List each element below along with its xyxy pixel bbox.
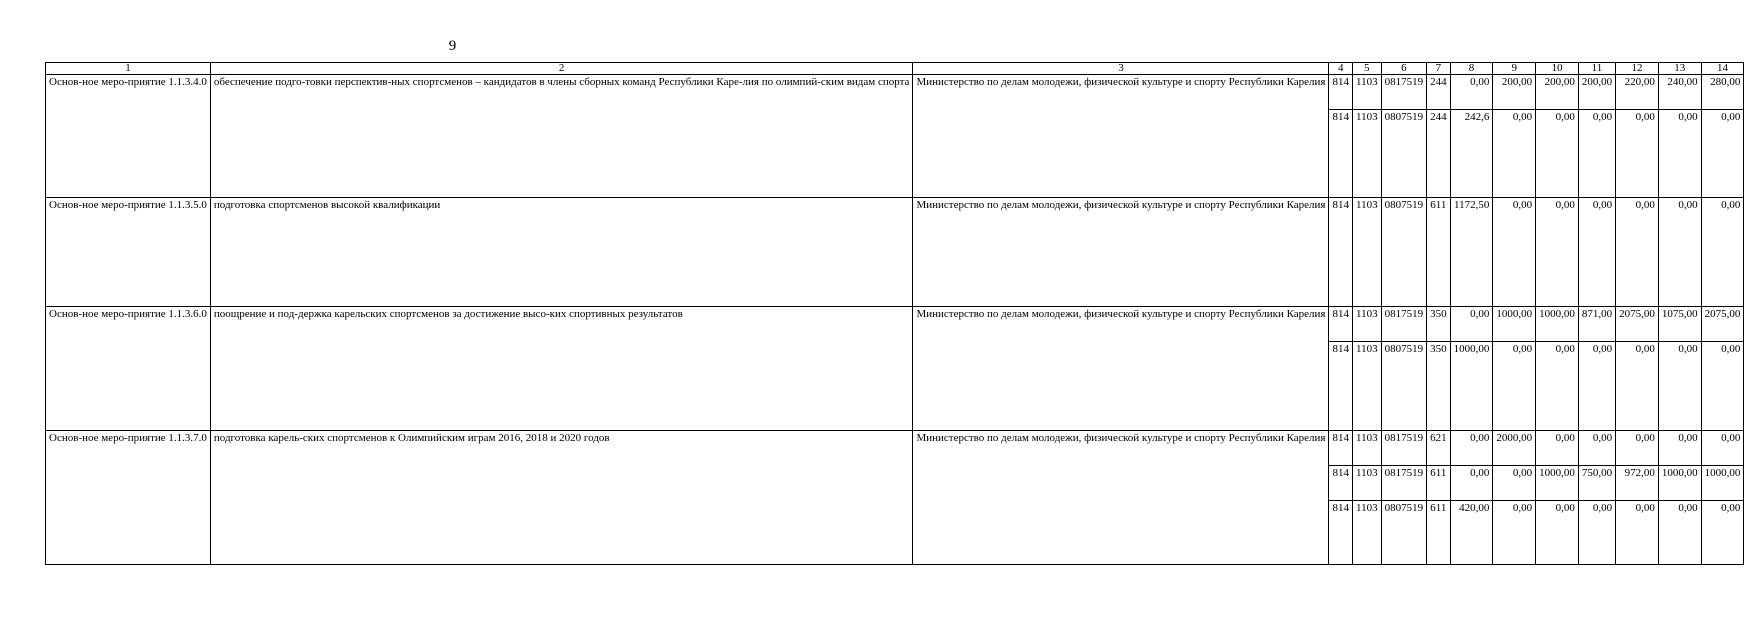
table-cell: 0807519 (1381, 501, 1427, 565)
table-cell: 0817519 (1381, 466, 1427, 501)
activity-row (46, 431, 1744, 466)
table-cell: 0,00 (1616, 342, 1659, 431)
table-cell: 1000,00 (1493, 307, 1536, 342)
column-number: 1 (46, 63, 211, 75)
activity-code: Основ-ное меро-приятие 1.1.3.5.0 (46, 198, 211, 307)
table-cell: 814 (1329, 198, 1353, 307)
page-number: 9 (448, 38, 457, 54)
column-number: 7 (1427, 63, 1451, 75)
table-cell: 1103 (1352, 75, 1381, 110)
table-cell: 220,00 (1616, 75, 1659, 110)
table-cell: 1075,00 (1658, 307, 1701, 342)
table-cell: 0,00 (1701, 501, 1744, 565)
table-cell: 0,00 (1578, 501, 1615, 565)
table-cell: 0,00 (1616, 198, 1659, 307)
table-cell: 200,00 (1536, 75, 1579, 110)
table-cell: 0,00 (1536, 501, 1579, 565)
table-cell: 0,00 (1701, 110, 1744, 198)
table-cell: 1103 (1352, 342, 1381, 431)
table-cell: 244 (1427, 75, 1451, 110)
table-cell: 814 (1329, 466, 1353, 501)
table-cell: 0,00 (1658, 342, 1701, 431)
table-cell: 0,00 (1450, 466, 1493, 501)
table-cell: 0,00 (1701, 431, 1744, 466)
column-number: 4 (1329, 63, 1353, 75)
table-cell: 1103 (1352, 501, 1381, 565)
table-cell: 972,00 (1616, 466, 1659, 501)
table-cell: 0,00 (1493, 198, 1536, 307)
table-cell: 0807519 (1381, 110, 1427, 198)
table-cell: 0,00 (1701, 342, 1744, 431)
table-cell: 0,00 (1616, 110, 1659, 198)
table-cell: 200,00 (1578, 75, 1615, 110)
table-cell: 814 (1329, 110, 1353, 198)
table-cell: 1103 (1352, 466, 1381, 501)
activity-executor: Министерство по делам молодежи, физической культуре и спорту Республики Карелия (913, 307, 1329, 431)
table-cell: 1000,00 (1658, 466, 1701, 501)
table-cell: 0,00 (1493, 501, 1536, 565)
table-cell: 242,6 (1450, 110, 1493, 198)
table-cell: 0817519 (1381, 307, 1427, 342)
table-cell: 0,00 (1578, 342, 1615, 431)
table-cell: 0,00 (1536, 198, 1579, 307)
table-cell: 611 (1427, 198, 1451, 307)
table-cell: 0807519 (1381, 342, 1427, 431)
table-cell: 0,00 (1616, 431, 1659, 466)
table-cell: 0807519 (1381, 198, 1427, 307)
table-cell: 0,00 (1658, 431, 1701, 466)
table-cell: 0,00 (1616, 501, 1659, 565)
column-number: 14 (1701, 63, 1744, 75)
table-cell: 1172,50 (1450, 198, 1493, 307)
table-cell: 0,00 (1578, 198, 1615, 307)
column-number: 10 (1536, 63, 1579, 75)
column-number: 6 (1381, 63, 1427, 75)
table-cell: 0,00 (1536, 110, 1579, 198)
activity-description: поощрение и под-держка карельских спортсменов за достижение высо-ких спортивных результатов (210, 307, 913, 431)
column-number: 2 (210, 63, 913, 75)
table-cell: 244 (1427, 110, 1451, 198)
activity-executor: Министерство по делам молодежи, физической культуре и спорту Республики Карелия (913, 198, 1329, 307)
activity-code: Основ-ное меро-приятие 1.1.3.6.0 (46, 307, 211, 431)
activity-row (46, 198, 1744, 307)
activity-row (46, 307, 1744, 342)
table-body (46, 63, 1744, 565)
table-cell: 871,00 (1578, 307, 1615, 342)
table-cell: 0,00 (1536, 431, 1579, 466)
table-cell: 2000,00 (1493, 431, 1536, 466)
table-cell: 0,00 (1450, 75, 1493, 110)
table-cell: 0,00 (1493, 110, 1536, 198)
table-cell: 0,00 (1701, 198, 1744, 307)
activity-description: подготовка спортсменов высокой квалификации (210, 198, 913, 307)
activity-code: Основ-ное меро-приятие 1.1.3.4.0 (46, 75, 211, 198)
table-cell: 814 (1329, 431, 1353, 466)
table-cell: 2075,00 (1616, 307, 1659, 342)
table-cell: 200,00 (1493, 75, 1536, 110)
column-number: 5 (1352, 63, 1381, 75)
activity-row (46, 75, 1744, 110)
table-cell: 0817519 (1381, 431, 1427, 466)
table-cell: 350 (1427, 307, 1451, 342)
activity-description: подготовка карель-ских спортсменов к Олимпийским играм 2016, 2018 и 2020 годов (210, 431, 913, 565)
table-cell: 350 (1427, 342, 1451, 431)
table-cell: 1000,00 (1450, 342, 1493, 431)
table-cell: 0,00 (1493, 342, 1536, 431)
budget-table (45, 62, 1744, 565)
activity-executor: Министерство по делам молодежи, физической культуре и спорту Республики Карелия (913, 431, 1329, 565)
column-number: 11 (1578, 63, 1615, 75)
table-cell: 0,00 (1578, 431, 1615, 466)
table-cell: 280,00 (1701, 75, 1744, 110)
table-cell: 0,00 (1493, 466, 1536, 501)
column-number: 8 (1450, 63, 1493, 75)
table-cell: 1103 (1352, 431, 1381, 466)
column-number: 12 (1616, 63, 1659, 75)
table-cell: 0,00 (1450, 307, 1493, 342)
table-cell: 814 (1329, 501, 1353, 565)
table-cell: 420,00 (1450, 501, 1493, 565)
table-cell: 0,00 (1658, 501, 1701, 565)
table-cell: 750,00 (1578, 466, 1615, 501)
column-number: 13 (1658, 63, 1701, 75)
table-cell: 814 (1329, 307, 1353, 342)
table-cell: 621 (1427, 431, 1451, 466)
table-cell: 0,00 (1450, 431, 1493, 466)
activity-code: Основ-ное меро-приятие 1.1.3.7.0 (46, 431, 211, 565)
column-number-row (46, 63, 1744, 75)
table-cell: 1103 (1352, 110, 1381, 198)
table-cell: 240,00 (1658, 75, 1701, 110)
activity-executor: Министерство по делам молодежи, физической культуре и спорту Республики Карелия (913, 75, 1329, 198)
table-cell: 0817519 (1381, 75, 1427, 110)
table-cell: 0,00 (1536, 342, 1579, 431)
table-cell: 814 (1329, 75, 1353, 110)
table-cell: 0,00 (1658, 198, 1701, 307)
table-cell: 611 (1427, 501, 1451, 565)
table-cell: 1000,00 (1701, 466, 1744, 501)
table-cell: 1000,00 (1536, 466, 1579, 501)
table-cell: 814 (1329, 342, 1353, 431)
table-cell: 0,00 (1578, 110, 1615, 198)
table-cell: 611 (1427, 466, 1451, 501)
table-cell: 1000,00 (1536, 307, 1579, 342)
column-number: 9 (1493, 63, 1536, 75)
column-number: 3 (913, 63, 1329, 75)
table-cell: 1103 (1352, 198, 1381, 307)
table-cell: 0,00 (1658, 110, 1701, 198)
table-cell: 2075,00 (1701, 307, 1744, 342)
table-cell: 1103 (1352, 307, 1381, 342)
activity-description: обеспечение подго-товки перспектив-ных спортсменов – кандидатов в члены сборных команд Республики Каре-лия по олимпий-ским видам спорта (210, 75, 913, 198)
